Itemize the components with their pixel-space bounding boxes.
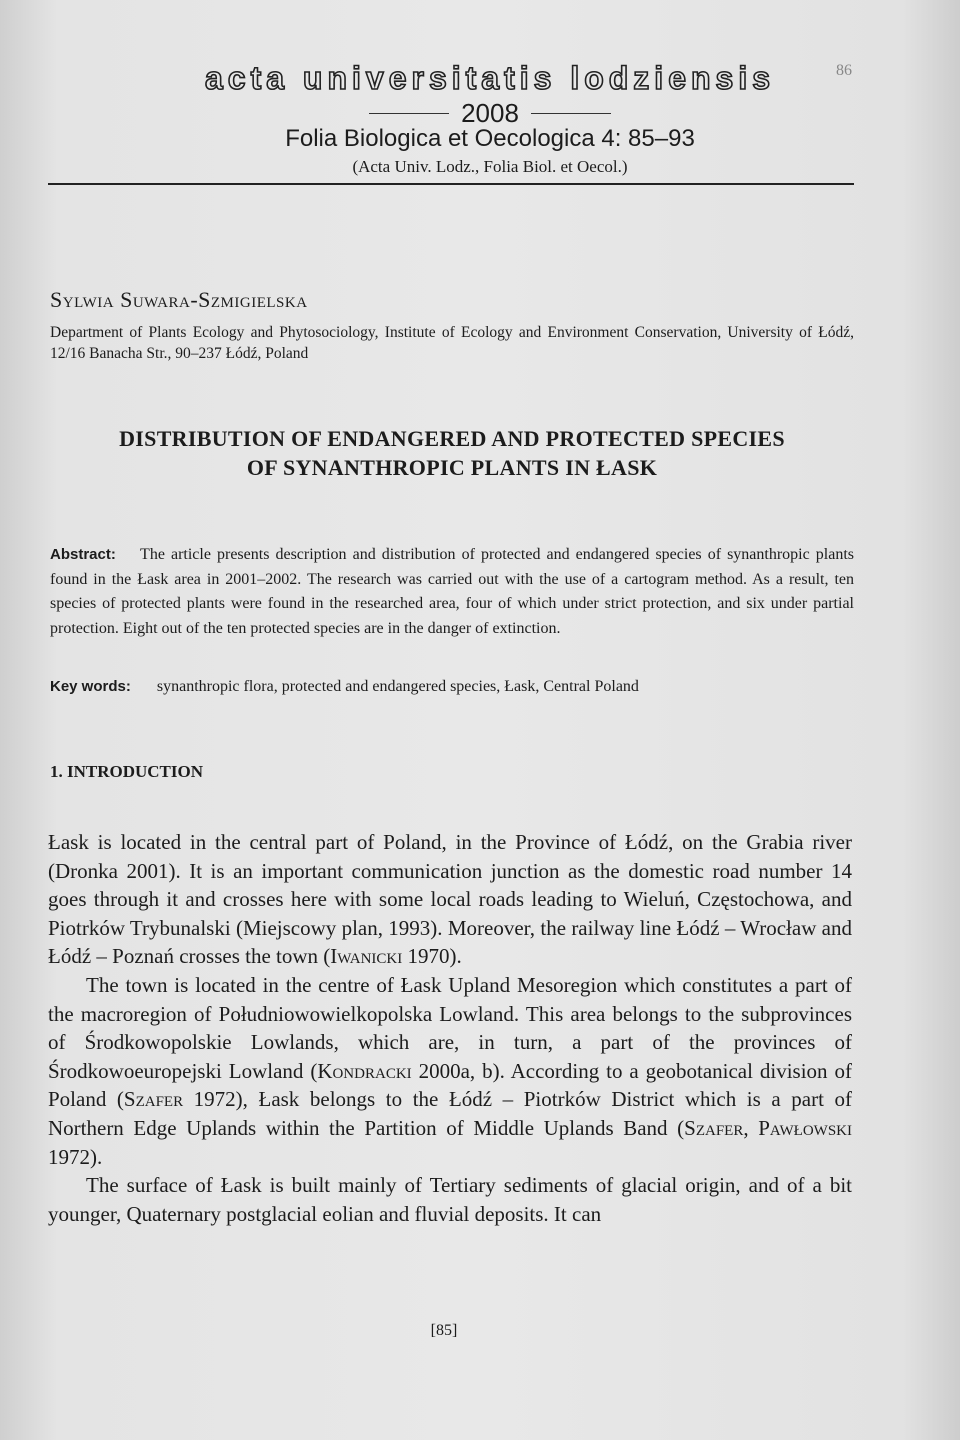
citation-iwanicki: Iwanicki: [330, 944, 403, 969]
paragraph-2-text-c: 1972), Łask belongs to the Łódź – Piotrków District which is a part of Northern Edge Uplands within the Partition of Middle Uplands Band (: [48, 1087, 852, 1140]
year: 2008: [461, 98, 519, 128]
citation-szafer-pawlowski: Szafer, Pawłowski: [684, 1115, 852, 1140]
abstract: [50, 543, 854, 641]
article-title-line-2: OF SYNANTHROPIC PLANTS IN ŁASK: [246, 455, 658, 480]
paragraph-3: The surface of Łask is built mainly of Tertiary sediments of glacial origin, and of a bit younger, Quaternary postglacial eolian and fluvial deposits. It can: [48, 1173, 852, 1226]
corner-page-number: 86: [836, 62, 852, 79]
keywords: [50, 678, 854, 696]
keywords-label: Key words:: [50, 678, 131, 695]
citation-kondracki: Kondracki: [317, 1058, 412, 1083]
keywords-text: synanthropic flora, protected and endangered species, Łask, Central Poland: [156, 678, 639, 695]
section-heading: 1. INTRODUCTION: [50, 762, 204, 781]
paragraph-2: [48, 971, 852, 1171]
article-title: [50, 424, 854, 482]
author-name: Sylwia Suwara-Szmigielska: [50, 287, 308, 312]
paragraph-2-text-b: 2000a, b). According to a geobotanical division of Poland (: [48, 1058, 852, 1112]
citation-szafer: Szafer: [123, 1087, 184, 1112]
header-divider: [48, 183, 854, 185]
journal-name: acta universitatis lodziensis: [204, 60, 776, 96]
page-number: [85]: [430, 1322, 458, 1339]
abstract-text: The article presents description and distribution of protected and endangered species of synanthropic plants found in the Łask area in 2001–2002. The research was carried out with the use of a cartogram method. As a result, ten species of protected plants were found in the researched area, four of which under strict protection, and six under partial protection. Eight out of the ten protected species are in the danger of extinction.: [50, 546, 854, 637]
year-rule-right: [531, 113, 611, 115]
paragraph-1: [48, 828, 852, 971]
series-title: Folia Biologica et Oecologica 4: 85–93: [285, 125, 695, 152]
article-title-line-1: DISTRIBUTION OF ENDANGERED AND PROTECTED SPECIES: [119, 426, 785, 451]
year-rule-left: [369, 113, 449, 115]
series-abbreviation: (Acta Univ. Lodz., Folia Biol. et Oecol.): [352, 157, 628, 176]
paragraph-1-text: Łask is located in the central part of Poland, in the Province of Łódź, on the Grabia river (Dronka 2001). It is an important communication junction as the domestic road number 14 goes through it and crosses here with some local roads leading to Wieluń, Częstochowa, and Piotrków Trybunalski (Miejscowy plan, 1993). Moreover, the railway line Łódź – Wrocław and Łódź – Poznań crosses the town (: [48, 830, 852, 969]
abstract-label: Abstract:: [50, 546, 116, 563]
author-affiliation: Department of Plants Ecology and Phytosociology, Institute of Ecology and Environment Conservation, University of Łódź, 12/16 Banacha Str., 90–237 Łódź, Poland: [50, 324, 854, 362]
paragraph-2-end: 1972).: [48, 1144, 103, 1169]
paragraph-2-text: The town is located in the centre of Łask Upland Mesoregion which constitutes a part of the macroregion of Południowowielkopolska Lowland. This area belongs to the subprovinces of Środkowopolskie Lowlands, which are, in turn, a part of the provinces of Środkowoeuropejski Lowland (: [48, 972, 852, 1083]
paragraph-1-end: 1970).: [402, 944, 462, 969]
body-text: [48, 828, 852, 1228]
